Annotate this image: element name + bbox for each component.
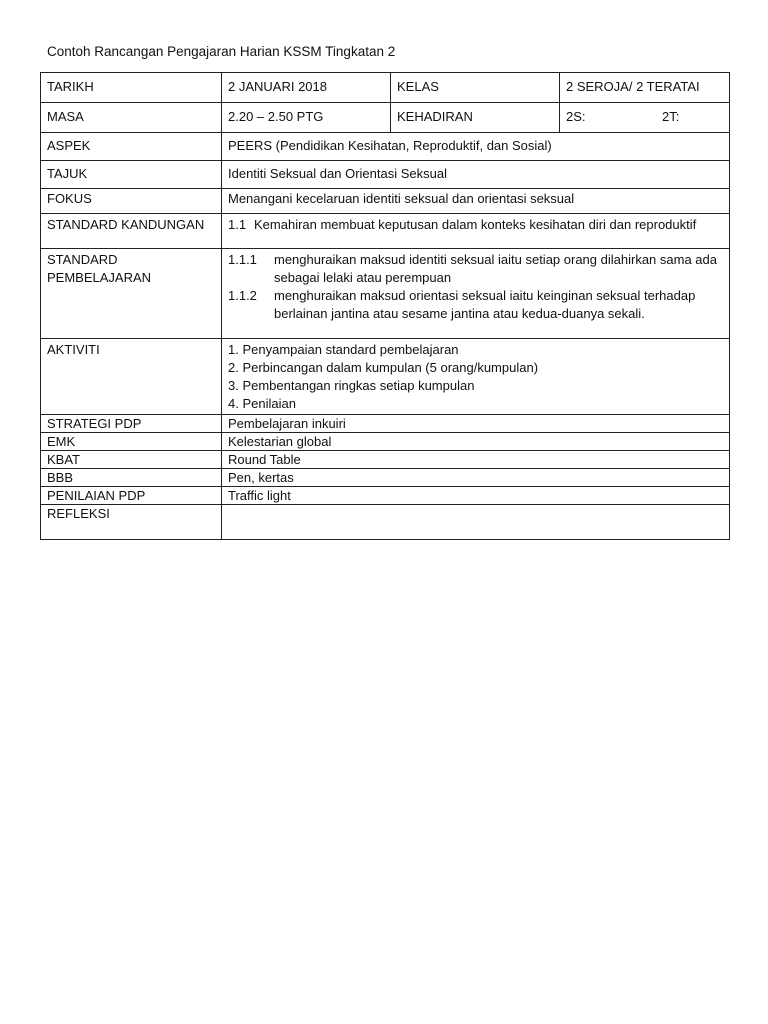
table-row <box>41 505 730 540</box>
kehadiran-label: KEHADIRAN <box>391 103 560 133</box>
table-row <box>41 133 730 161</box>
emk-value: Kelestarian global <box>222 433 730 451</box>
standard-kandungan-label: STANDARD KANDUNGAN <box>41 214 222 249</box>
standard-pembelajaran-label <box>41 249 222 339</box>
table-row <box>41 339 730 415</box>
kehadiran-2t: 2T: <box>662 109 680 124</box>
table-row <box>41 433 730 451</box>
kbat-label: KBAT <box>41 451 222 469</box>
sp-item-number: 1.1.2 <box>228 288 257 303</box>
table-row <box>41 249 730 339</box>
fokus-value: Menangani kecelaruan identiti seksual dan orientasi seksual <box>222 189 730 214</box>
kelas-value: 2 SEROJA/ 2 TERATAI <box>560 73 730 103</box>
masa-value: 2.20 – 2.50 PTG <box>222 103 391 133</box>
table-row <box>41 487 730 505</box>
kbat-value: Round Table <box>222 451 730 469</box>
sp-item-text: menghuraikan maksud orientasi seksual iaitu keinginan seksual terhadap berlainan jantina atau sesame jantina atau kedua-duanya sekali. <box>274 288 696 321</box>
table-row <box>41 161 730 189</box>
table-row <box>41 189 730 214</box>
standard-kandungan-number: 1.1 <box>228 217 247 232</box>
standard-kandungan-text: Kemahiran membuat keputusan dalam konteks kesihatan diri dan reproduktif <box>254 217 697 232</box>
bbb-value: Pen, kertas <box>222 469 730 487</box>
table-row <box>41 73 730 103</box>
standard-pembelajaran-value <box>222 249 730 339</box>
document-title: Contoh Rancangan Pengajaran Harian KSSM Tingkatan 2 <box>47 44 396 59</box>
list-item: 3. Pembentangan ringkas setiap kumpulan <box>228 378 475 393</box>
list-item: 4. Penilaian <box>228 396 296 411</box>
aspek-value: PEERS (Pendidikan Kesihatan, Reproduktif, dan Sosial) <box>222 133 730 161</box>
aktiviti-label: AKTIVITI <box>41 339 222 415</box>
strategi-pdp-value: Pembelajaran inkuiri <box>222 415 730 433</box>
standard-kandungan-value <box>222 214 730 249</box>
tarikh-label: TARIKH <box>41 73 222 103</box>
list-item <box>228 287 723 323</box>
tajuk-value: Identiti Seksual dan Orientasi Seksual <box>222 161 730 189</box>
strategi-pdp-label: STRATEGI PDP <box>41 415 222 433</box>
masa-label: MASA <box>41 103 222 133</box>
penilaian-pdp-label: PENILAIAN PDP <box>41 487 222 505</box>
kehadiran-value <box>560 103 730 133</box>
table-row <box>41 451 730 469</box>
list-item: 2. Perbincangan dalam kumpulan (5 orang/kumpulan) <box>228 360 539 375</box>
penilaian-pdp-value: Traffic light <box>222 487 730 505</box>
sp-item-text: menghuraikan maksud identiti seksual iaitu setiap orang dilahirkan sama ada sebagai lelaki atau perempuan <box>274 252 717 285</box>
aspek-label: ASPEK <box>41 133 222 161</box>
list-item: 1. Penyampaian standard pembelajaran <box>228 342 459 357</box>
standard-pembelajaran-label-line2: PEMBELAJARAN <box>47 270 152 285</box>
tajuk-label: TAJUK <box>41 161 222 189</box>
refleksi-value <box>222 505 730 540</box>
lesson-plan-table <box>40 72 730 540</box>
list-item <box>228 251 723 287</box>
emk-label: EMK <box>41 433 222 451</box>
kehadiran-2s: 2S: <box>566 109 586 124</box>
table-row <box>41 469 730 487</box>
tarikh-value: 2 JANUARI 2018 <box>222 73 391 103</box>
sp-item-number: 1.1.1 <box>228 252 257 267</box>
standard-pembelajaran-label-line1: STANDARD <box>47 252 118 267</box>
refleksi-label: REFLEKSI <box>41 505 222 540</box>
table-row <box>41 415 730 433</box>
fokus-label: FOKUS <box>41 189 222 214</box>
table-row <box>41 214 730 249</box>
bbb-label: BBB <box>41 469 222 487</box>
kelas-label: KELAS <box>391 73 560 103</box>
aktiviti-value <box>222 339 730 415</box>
table-row <box>41 103 730 133</box>
